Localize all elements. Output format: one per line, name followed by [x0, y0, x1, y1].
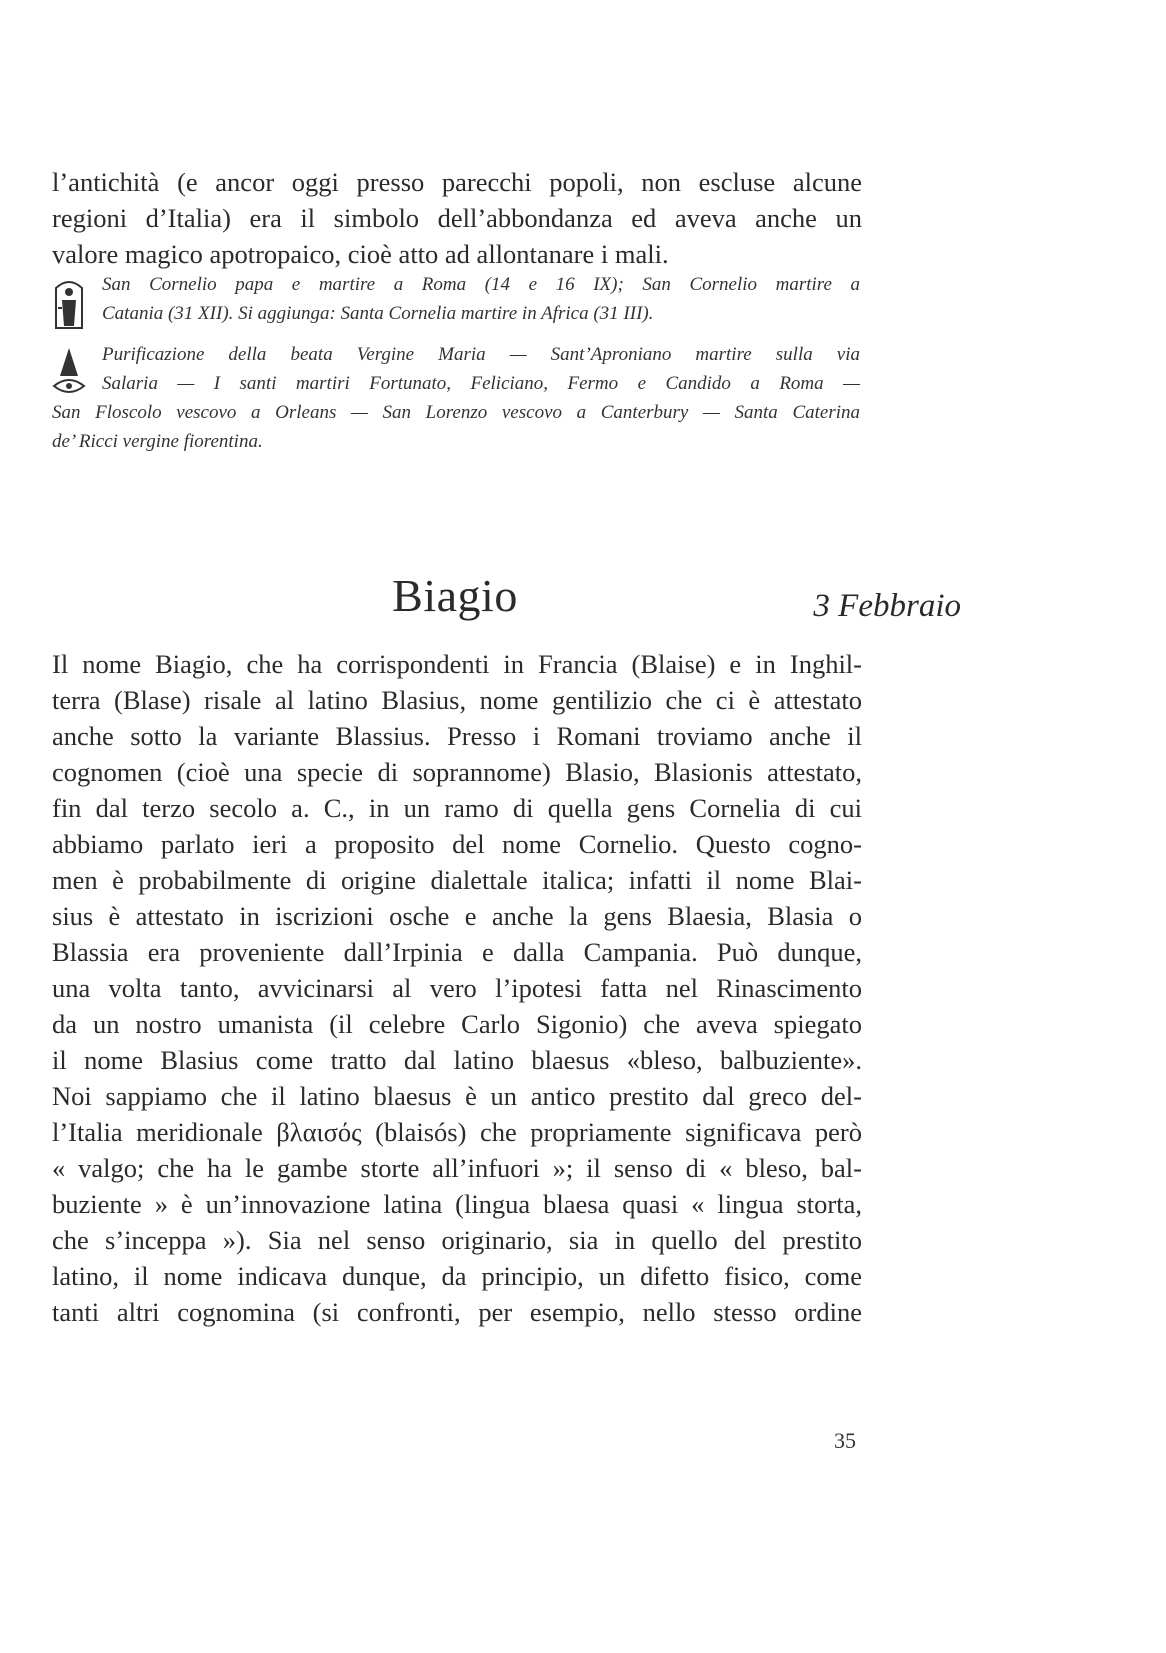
note-line: San Floscolo vescovo a Orleans — San Lorenzo vescovo a Canterbury — Santa Caterina — [52, 402, 860, 423]
text-line: Il nome Biagio, che ha corrispondenti in Francia (Blaise) e in Inghil- — [52, 649, 862, 679]
text-line: anche sotto la variante Blassius. Presso i Romani troviamo anche il — [52, 721, 862, 751]
main-paragraph — [52, 646, 862, 1330]
note-line: de’ Ricci vergine fiorentina. — [52, 431, 263, 452]
text-line: sius è attestato in iscrizioni osche e anche la gens Blaesia, Blasia o — [52, 901, 862, 931]
intro-paragraph — [52, 164, 862, 272]
text-line: valore magico apotropaico, cioè atto ad allontanare i mali. — [52, 239, 669, 269]
text-line: Noi sappiamo che il latino blaesus è un antico prestito dal greco del- — [52, 1081, 862, 1111]
text-line: men è probabilmente di origine dialettale italica; infatti il nome Blai- — [52, 865, 862, 895]
note-line: San Cornelio papa e martire a Roma (14 e 16 IX); San Cornelio martire a — [102, 274, 860, 295]
text-line: buziente » è un’innovazione latina (lingua blaesa quasi « lingua storta, — [52, 1189, 862, 1219]
text-line: fin dal terzo secolo a. C., in un ramo di quella gens Cornelia di cui — [52, 793, 862, 823]
text-line: che s’inceppa »). Sia nel senso originario, sia in quello del prestito — [52, 1225, 862, 1255]
feast-date: 3 Febbraio — [813, 588, 961, 624]
text-line: da un nostro umanista (il celebre Carlo Sigonio) che aveva spiegato — [52, 1009, 862, 1039]
note-line: Purificazione della beata Vergine Maria — Sant’Aproniano martire sulla via — [102, 344, 860, 365]
text-line: il nome Blasius come tratto dal latino blaesus «bleso, balbuziente». — [52, 1045, 862, 1075]
note-line: Catania (31 XII). Si aggiunga: Santa Cornelia martire in Africa (31 III). — [102, 303, 654, 324]
section-title: Biagio — [392, 569, 518, 621]
text-line: Blassia era proveniente dall’Irpinia e dalla Campania. Può dunque, — [52, 937, 862, 967]
page-number: 35 — [834, 1428, 856, 1453]
calendar-note — [52, 340, 860, 456]
text-line: regioni d’Italia) era il simbolo dell’abbondanza ed aveva anche un — [52, 203, 862, 233]
text-line: l’Italia meridionale βλαισός (blaisós) che propriamente significava però — [52, 1117, 862, 1147]
text-line: tanti altri cognomina (si confronti, per esempio, nello stesso ordine — [52, 1297, 862, 1327]
text-line: latino, il nome indicava dunque, da principio, un difetto fisico, come — [52, 1261, 862, 1291]
text-line: cognomen (cioè una specie di soprannome) Blasio, Blasionis attestato, — [52, 757, 862, 787]
note-line: Salaria — I santi martiri Fortunato, Feliciano, Fermo e Candido a Roma — — [102, 373, 860, 394]
text-line: « valgo; che ha le gambe storte all’infuori »; il senso di « bleso, bal- — [52, 1153, 862, 1183]
saints-note — [52, 270, 860, 328]
text-line: l’antichità (e ancor oggi presso parecchi popoli, non escluse alcune — [52, 167, 862, 197]
text-line: abbiamo parlato ieri a proposito del nome Cornelio. Questo cogno- — [52, 829, 862, 859]
text-line: una volta tanto, avvicinarsi al vero l’ipotesi fatta nel Rinascimento — [52, 973, 862, 1003]
text-line: terra (Blase) risale al latino Blasius, nome gentilizio che ci è attestato — [52, 685, 862, 715]
